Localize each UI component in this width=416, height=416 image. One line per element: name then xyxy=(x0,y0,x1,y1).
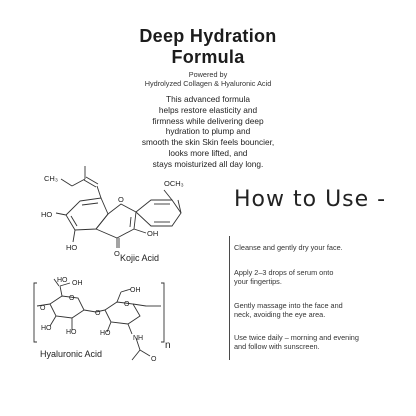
kojic-acid-label: Kojic Acid xyxy=(120,253,160,263)
description-line: smooth the skin Skin feels bouncier, xyxy=(141,137,275,148)
steps-divider-line xyxy=(229,236,230,360)
hyaluronic-atom-o-ring1: O xyxy=(69,295,75,302)
page-title-line-1: Deep Hydration xyxy=(139,26,277,46)
step-text: Apply 2–3 drops of serum onto xyxy=(234,268,334,277)
hyaluronic-atom-ho-top: HO xyxy=(57,277,68,284)
hyaluronic-atom-nh: NH xyxy=(133,335,144,342)
description-line: hydration to plump and xyxy=(165,126,251,137)
hyaluronic-atom-ho-b: HO xyxy=(66,329,77,336)
hyaluronic-atom-ho-a: HO xyxy=(41,325,52,332)
step-4 xyxy=(234,333,404,352)
kojic-atom-o-keto: O xyxy=(114,249,120,258)
kojic-atom-ch3: CH₃ xyxy=(44,174,58,183)
hyaluronic-atom-ho-c: HO xyxy=(100,330,111,337)
step-2 xyxy=(234,268,404,287)
step-3 xyxy=(234,301,404,320)
kojic-atom-ho-bottom: HO xyxy=(66,243,78,252)
step-1 xyxy=(234,243,404,252)
powered-by-ingredients: Hydrolyzed Collagen & Hyaluronic Acid xyxy=(144,79,272,88)
hyaluronic-atom-oh-a: OH xyxy=(130,287,141,294)
step-text: your fingertips. xyxy=(234,277,282,287)
hyaluronic-atom-o-ring2: O xyxy=(124,301,130,308)
hyaluronic-acid-structure xyxy=(34,279,164,360)
powered-by-label: Powered by xyxy=(188,70,228,79)
step-text: Cleanse and gently dry your face. xyxy=(234,243,343,252)
hyaluronic-atom-o-mid: O xyxy=(95,310,101,317)
step-text: Use twice daily – morning and evening xyxy=(234,333,359,342)
kojic-acid-structure xyxy=(56,166,181,248)
page-title-line-2: Formula xyxy=(171,47,245,67)
hyaluronic-atom-o-left: O xyxy=(40,305,46,312)
kojic-atom-oh-right: OH xyxy=(147,229,159,238)
how-to-use-heading: How to Use - xyxy=(234,187,387,212)
step-text: and follow with sunscreen. xyxy=(234,342,320,352)
description-line: firmness while delivering deep xyxy=(152,115,264,126)
hyaluronic-atom-oh-top: OH xyxy=(72,280,83,287)
kojic-atom-och3: OCH₃ xyxy=(164,179,184,188)
description-line: This advanced formula xyxy=(166,94,250,104)
kojic-atom-o-ring: O xyxy=(118,195,124,204)
description-line: stays moisturized all day long. xyxy=(152,158,264,169)
description-line: looks more lifted, and xyxy=(168,147,248,158)
description-line: helps restore elasticity and xyxy=(158,104,258,115)
hyaluronic-atom-o-acetyl: O xyxy=(151,356,157,363)
hyaluronic-acid-label: Hyaluronic Acid xyxy=(40,349,103,359)
step-text: Gently massage into the face and xyxy=(234,301,343,310)
hyaluronic-repeat-n: n xyxy=(165,340,171,351)
kojic-atom-ho-left: HO xyxy=(41,210,53,219)
step-text: neck, avoiding the eye area. xyxy=(234,310,326,320)
